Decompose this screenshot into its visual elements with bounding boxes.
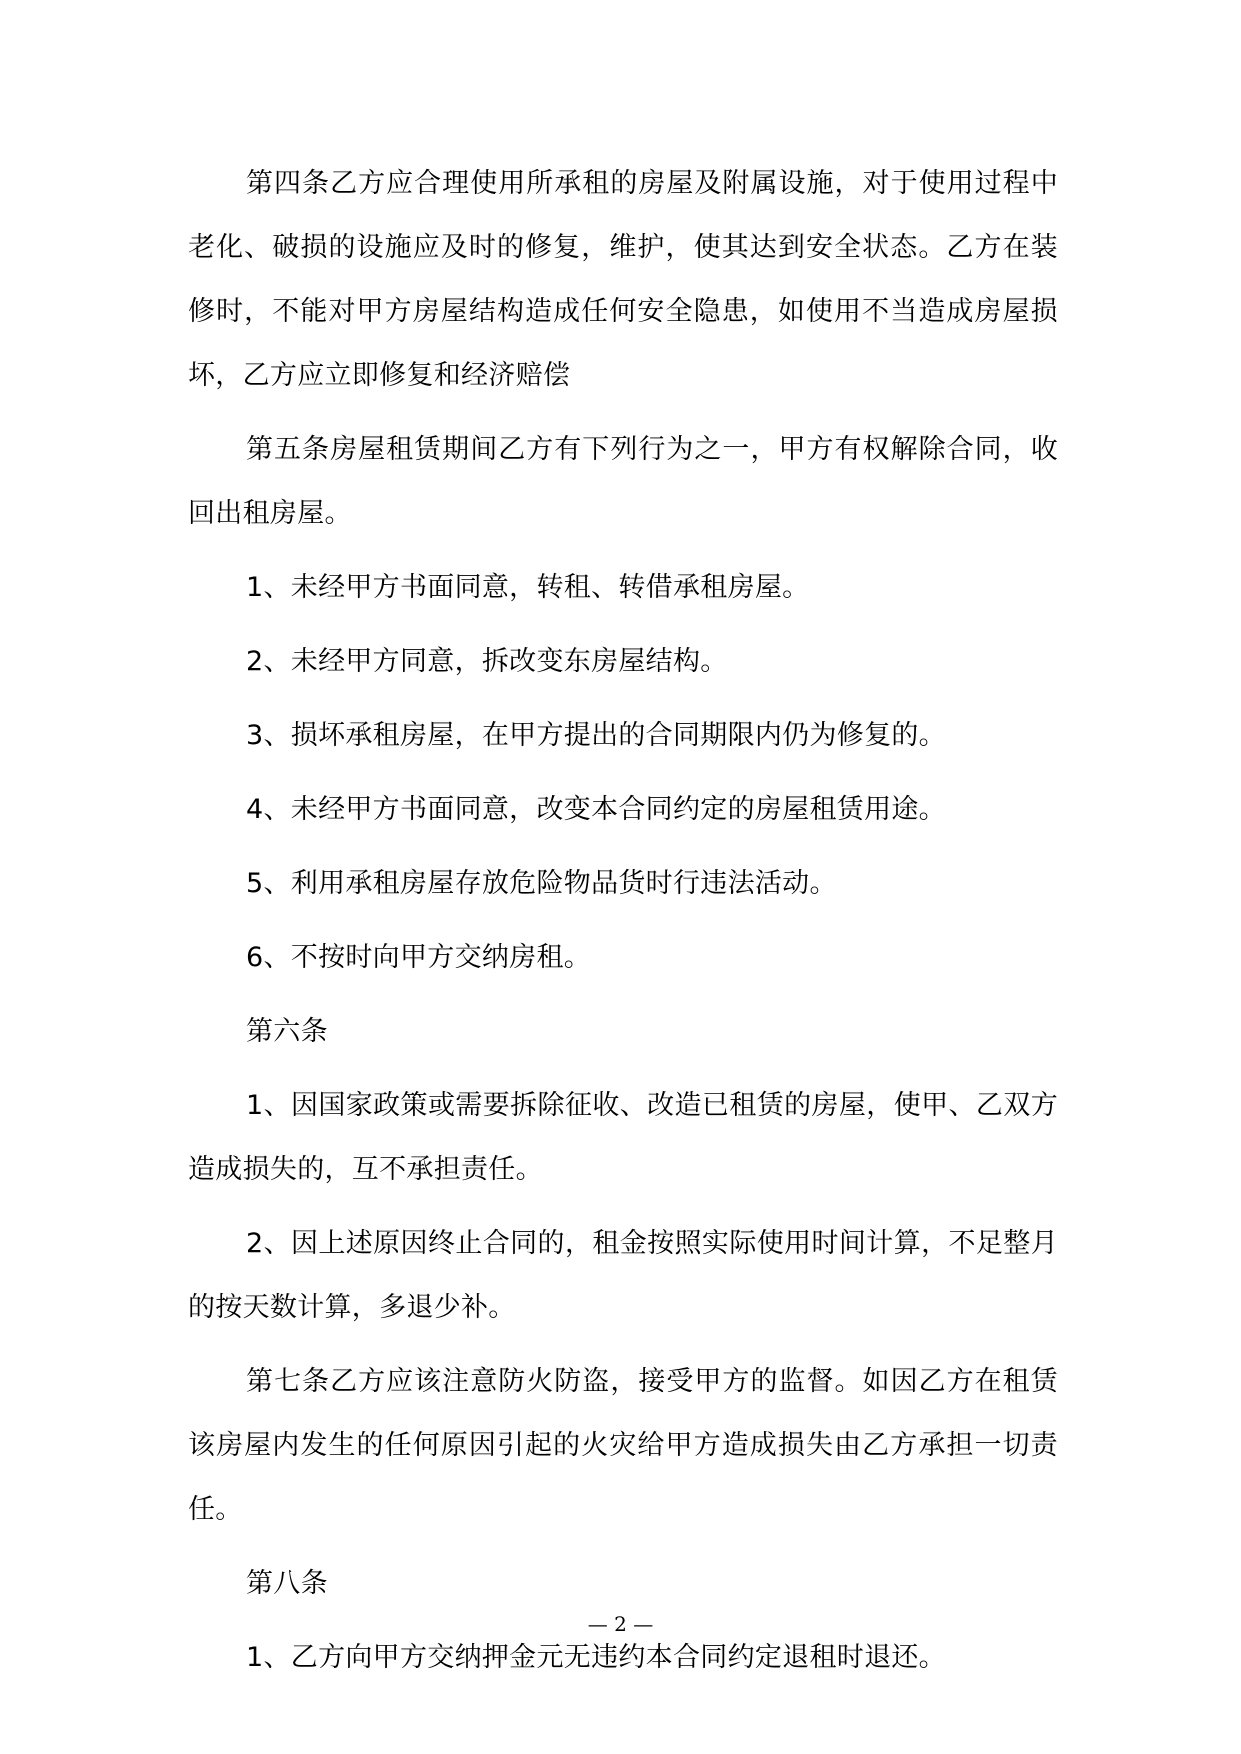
clause-6-item-2: 2、因上述原因终止合同的，租金按照实际使用时间计算，不足整月的按天数计算，多退少补。 — [188, 1228, 1058, 1323]
clause-5-item-2: 2、未经甲方同意，拆改变东房屋结构。 — [246, 646, 728, 677]
clause-5-item-4: 4、未经甲方书面同意，改变本合同约定的房屋租赁用途。 — [246, 794, 946, 825]
clause-6-heading: 第六条 — [246, 1016, 328, 1047]
clause-5-item-6: 6、不按时向甲方交纳房租。 — [246, 942, 592, 973]
document-body — [188, 152, 1058, 1700]
clause-8-heading: 第八条 — [246, 1568, 328, 1599]
page-number: — 2 — — [587, 1612, 654, 1636]
clause-8-item-1: 1、乙方向甲方交纳押金元无违约本合同约定退租时退还。 — [246, 1642, 946, 1673]
clause-5-item-5: 5、利用承租房屋存放危险物品货时行违法活动。 — [246, 868, 837, 899]
clause-5-item-1: 1、未经甲方书面同意，转租、转借承租房屋。 — [246, 572, 810, 603]
clause-4-paragraph: 第四条乙方应合理使用所承租的房屋及附属设施，对于使用过程中老化、破损的设施应及时的修复，维护，使其达到安全状态。乙方在装修时，不能对甲方房屋结构造成任何安全隐患，如使用不当造成房屋损坏，乙方应立即修复和经济赔偿 — [188, 168, 1058, 391]
clause-5-item-3: 3、损坏承租房屋，在甲方提出的合同期限内仍为修复的。 — [246, 720, 946, 751]
clause-7-paragraph: 第七条乙方应该注意防火防盗，接受甲方的监督。如因乙方在租赁该房屋内发生的任何原因引起的火灾给甲方造成损失由乙方承担一切责任。 — [188, 1366, 1058, 1525]
clause-6-item-1: 1、因国家政策或需要拆除征收、改造已租赁的房屋，使甲、乙双方造成损失的，互不承担责任。 — [188, 1090, 1058, 1185]
clause-5-paragraph: 第五条房屋租赁期间乙方有下列行为之一，甲方有权解除合同，收回出租房屋。 — [188, 434, 1058, 529]
